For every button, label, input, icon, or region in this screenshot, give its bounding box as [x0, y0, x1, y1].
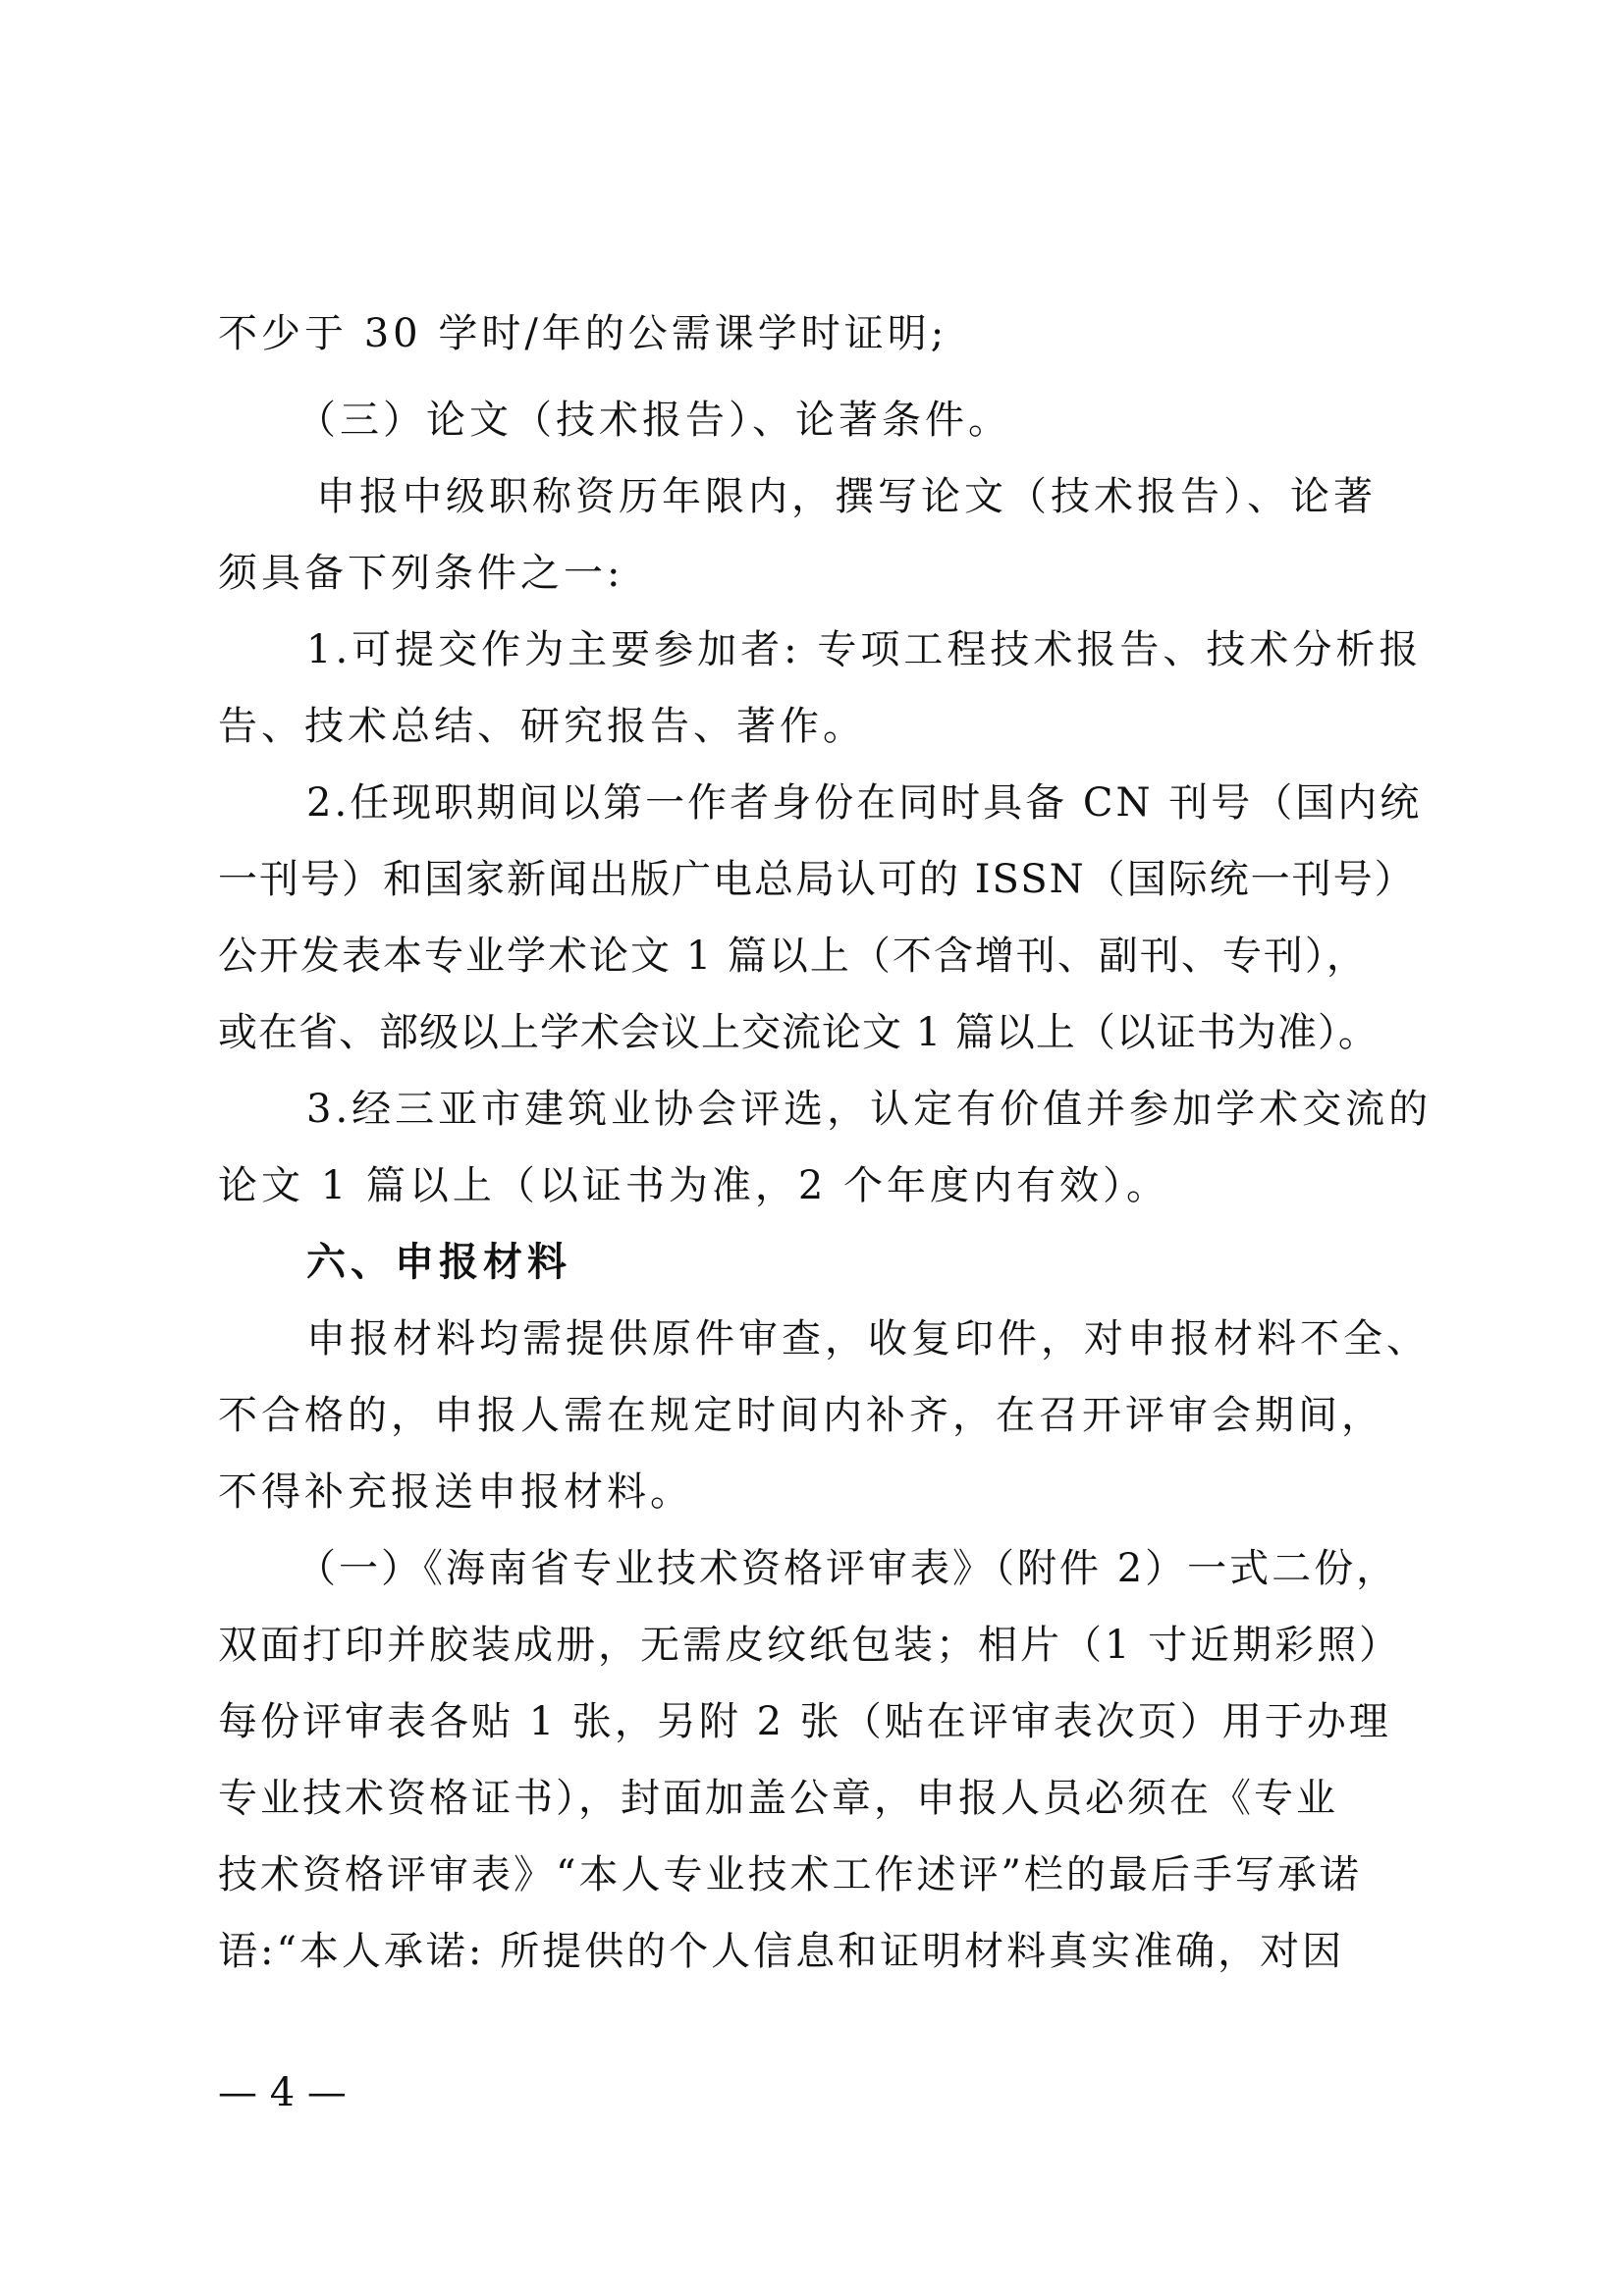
text-line: 不合格的，申报人需在规定时间内补齐，在召开评审会期间， — [218, 1393, 1384, 1438]
text-line: 论文 1 篇以上（以证书为准，2 个年度内有效）。 — [218, 1163, 1170, 1208]
text-line: 2.任现职期间以第一作者身份在同时具备 CN 刊号（国内统 — [306, 780, 1423, 826]
text-line: 1.可提交作为主要参加者: 专项工程技术报告、技术分析报 — [306, 627, 1423, 672]
section-heading: 六、申报材料 — [306, 1240, 571, 1285]
text-line: 告、技术总结、研究报告、著作。 — [218, 704, 866, 749]
text-line: 申报材料均需提供原件审查，收复印件，对申报材料不全、 — [306, 1316, 1430, 1362]
text-line: 公开发表本专业学术论文 1 篇以上（不含增刊、副刊、专刊）， — [218, 934, 1368, 979]
text-line: 语:“本人承诺: 所提供的个人信息和证明材料真实准确，对因 — [218, 1929, 1345, 1974]
text-line: 技术资格评审表》“本人专业技术工作述评”栏的最后手写承诺 — [218, 1852, 1362, 1897]
text-line: （一）《海南省专业技术资格评审表》（附件 2）一式二份， — [297, 1546, 1399, 1591]
page-number: — 4 — — [218, 2070, 347, 2115]
text-line: 或在省、部级以上学术会议上交流论文 1 篇以上（以证书为准）。 — [218, 1010, 1379, 1055]
text-line: 须具备下列条件之一: — [218, 551, 624, 596]
text-line: 申报中级职称资历年限内，撰写论文（技术报告）、论著 — [316, 474, 1377, 519]
text-line: 不得补充报送申报材料。 — [218, 1469, 693, 1515]
text-line: 双面打印并胶装成册，无需皮纹纸包装；相片（1 寸近期彩照） — [218, 1623, 1402, 1668]
text-line: 3.经三亚市建筑业协会评选，认定有价值并参加学术交流的 — [306, 1087, 1433, 1132]
text-line: 不少于 30 学时/年的公需课学时证明; — [218, 311, 948, 356]
text-line: 专业技术资格证书），封面加盖公章，申报人员必须在《专业 — [218, 1776, 1338, 1821]
text-line: 每份评审表各贴 1 张，另附 2 张（贴在评审表次页）用于办理 — [218, 1699, 1391, 1744]
text-line: 一刊号）和国家新闻出版广电总局认可的 ISSN（国际统一刊号） — [218, 857, 1416, 902]
section-subheading: （三）论文（技术报告）、论著条件。 — [297, 398, 1011, 443]
